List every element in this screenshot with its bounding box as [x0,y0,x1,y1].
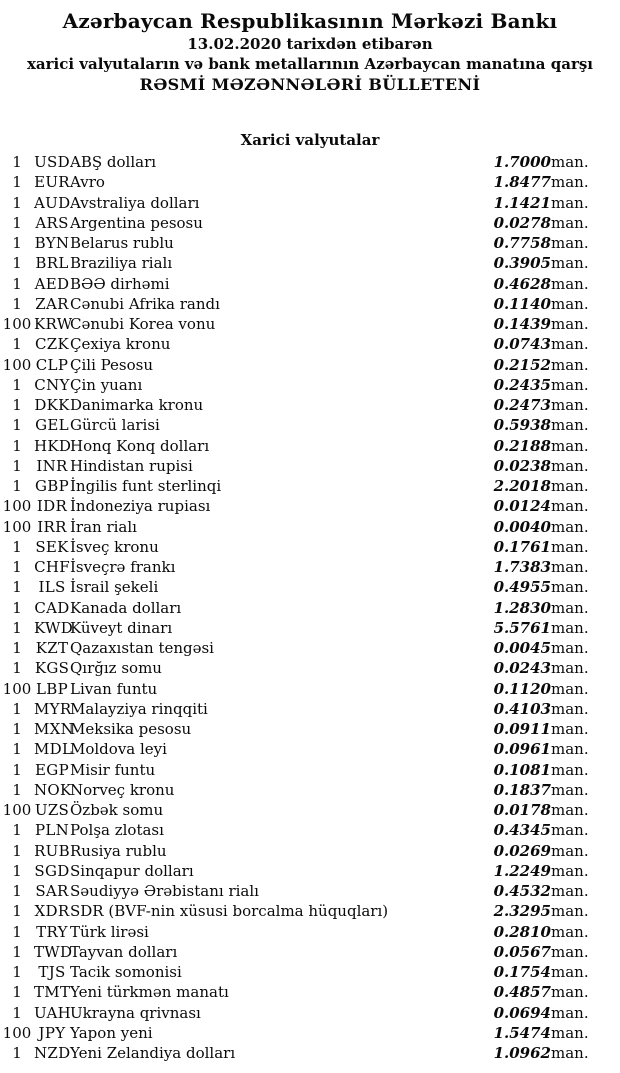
currency-code: ILS [38,578,66,597]
currency-code: EUR [34,173,70,192]
currency-unit: man. [551,335,589,354]
currency-name: Səudiyyə Ərəbistanı rialı [70,882,259,900]
currency-name: Avstraliya dolları [70,193,200,212]
currency-unit: man. [551,497,589,516]
currency-unit: man. [551,1023,589,1042]
currency-code: NOK [34,780,72,799]
table-row [0,901,620,921]
currency-rate: 0.0961 [493,740,551,759]
currency-quantity: 1 [12,760,22,779]
currency-quantity: 100 [2,679,32,698]
currency-quantity: 1 [12,477,22,495]
currency-name: Qazaxıstan tengəsi [70,639,214,657]
currency-unit: man. [551,193,589,212]
table-row [0,496,620,516]
currency-unit: man. [551,760,589,779]
currency-quantity: 1 [12,375,22,394]
currency-code: INR [36,456,68,475]
subject-line: xarici valyutaların və bank metallarının Azərbaycan manatına qarşı [26,55,594,73]
table-row [0,658,620,678]
currency-unit: man. [551,618,589,637]
table-row [0,841,620,861]
currency-code: HKD [34,436,72,455]
currency-name: Sinqapur dolları [70,861,194,880]
currency-unit: man. [551,274,589,293]
currency-code: XDR [34,902,70,921]
table-row [0,193,620,213]
currency-rate: 0.4628 [493,274,551,293]
currency-rate: 2.3295 [493,902,551,921]
currency-unit: man. [551,801,589,819]
currency-code: USD [34,153,70,171]
currency-name: Tacik somonisi [70,963,182,981]
table-row [0,760,620,780]
currency-quantity: 1 [12,740,22,759]
currency-code: SEK [35,537,69,556]
currency-rate: 0.0278 [493,213,551,232]
currency-unit: man. [551,477,589,495]
currency-quantity: 1 [12,618,22,637]
currency-rate: 0.2152 [493,355,551,374]
currency-code: PLN [34,821,70,840]
currency-unit: man. [551,780,589,799]
table-row [0,334,620,354]
currency-rate: 2.2018 [493,477,551,495]
currency-code: SGD [34,861,70,880]
currency-code: GEL [35,416,69,435]
currency-code: CZK [34,335,69,354]
currency-name: Norveç kronu [70,780,175,799]
currency-quantity: 1 [12,598,22,617]
currency-code: KWD [34,618,74,637]
currency-rate: 0.0694 [493,1003,551,1022]
currency-name: Yapon yeni [70,1023,153,1042]
currency-unit: man. [551,861,589,880]
currency-rate: 1.0962 [493,1044,551,1062]
table-row [0,739,620,759]
table-row [0,476,620,496]
currency-name: Cənubi Korea vonu [70,315,216,333]
currency-rate: 0.0911 [493,720,551,738]
currency-code: ARS [35,213,69,232]
currency-code: RUB [34,841,70,860]
effective-date-line: 13.02.2020 tarixdən etibarən [187,35,433,53]
table-row [0,1043,620,1063]
currency-quantity: 1 [12,234,22,252]
currency-code: KRW [34,315,73,333]
currency-unit: man. [551,882,589,900]
currency-unit: man. [551,456,589,475]
currency-quantity: 1 [12,1044,22,1062]
currency-quantity: 1 [12,436,22,455]
table-row [0,982,620,1002]
currency-code: AED [34,274,70,293]
table-row [0,274,620,294]
currency-rate: 1.7000 [493,153,551,171]
table-row [0,233,620,253]
currency-rate: 0.0238 [493,456,551,475]
currency-unit: man. [551,598,589,617]
currency-rate: 1.7383 [493,558,551,576]
currency-rate: 0.1761 [493,537,551,556]
currency-unit: man. [551,740,589,759]
currency-quantity: 100 [2,801,32,819]
currency-name: Hindistan rupisi [70,456,193,475]
currency-rate: 0.1120 [493,679,551,698]
currency-rate: 0.1754 [493,963,551,981]
currency-rate: 0.4103 [493,699,551,718]
table-row [0,375,620,395]
currency-unit: man. [551,963,589,981]
currency-name: Braziliya rialı [70,254,173,273]
currency-name: İsrail şekeli [70,578,159,597]
currency-name: Küveyt dinarı [70,618,173,637]
currency-name: Ukrayna qrivnası [70,1003,201,1022]
table-row [0,699,620,719]
currency-name: Misir funtu [70,760,156,779]
currency-code: CLP [35,355,69,374]
currency-code: BRL [35,254,69,273]
table-row [0,962,620,982]
currency-code: NZD [34,1044,71,1062]
currency-code: UZS [34,801,70,819]
currency-rate: 5.5761 [493,618,551,637]
currency-code: CAD [34,598,70,617]
currency-unit: man. [551,841,589,860]
currency-rate: 1.1421 [493,193,551,212]
currency-unit: man. [551,254,589,273]
currency-unit: man. [551,396,589,414]
currency-code: AUD [34,193,71,212]
currency-name: Rusiya rublu [70,841,167,860]
currency-unit: man. [551,578,589,597]
currency-quantity: 1 [12,861,22,880]
currency-quantity: 1 [12,780,22,799]
currency-rate: 1.2830 [493,598,551,617]
currency-unit: man. [551,922,589,941]
currency-unit: man. [551,315,589,333]
currency-code: GBP [35,477,69,495]
currency-name: Çin yuanı [70,375,143,394]
currency-rate: 0.0243 [493,659,551,678]
currency-quantity: 1 [12,902,22,921]
currency-quantity: 1 [12,213,22,232]
currency-name: ABŞ dolları [70,153,157,171]
currency-name: İndoneziya rupiası [70,497,211,516]
currency-quantity: 1 [12,416,22,435]
table-row [0,1023,620,1043]
currency-rate: 1.2249 [493,861,551,880]
currency-quantity: 1 [12,274,22,293]
currency-code: KZT [35,639,69,657]
document-header [0,0,620,95]
table-row [0,598,620,618]
table-row [0,172,620,192]
currency-rate: 0.0124 [493,497,551,516]
table-row [0,881,620,901]
currency-name: Cənubi Afrika randı [70,294,220,313]
currency-code: MXN [34,720,75,738]
currency-unit: man. [551,679,589,698]
table-row [0,436,620,456]
currency-name: Çexiya kronu [70,335,171,354]
currency-code: MYR [34,699,72,718]
currency-quantity: 1 [12,942,22,961]
currency-name: Avro [70,173,105,192]
currency-name: Yeni Zelandiya dolları [70,1044,236,1062]
table-row [0,638,620,658]
currency-quantity: 1 [12,294,22,313]
currency-code: IDR [36,497,68,516]
currency-rate: 0.2435 [493,375,551,394]
currency-code: CNY [34,375,70,394]
bulletin-title: RƏSMİ MƏZƏNNƏLƏRİ BÜLLETENİ [139,75,481,94]
currency-unit: man. [551,375,589,394]
currency-name: Qırğız somu [70,659,162,678]
table-row [0,537,620,557]
currency-name: Honq Konq dolları [70,436,210,455]
currency-quantity: 100 [2,517,32,536]
currency-quantity: 1 [12,193,22,212]
table-row [0,355,620,375]
currency-name: Malayziya rinqqiti [70,699,208,718]
currency-code: BYN [34,234,70,252]
currency-name: İsveçrə frankı [70,558,176,576]
currency-code: LBP [36,679,68,698]
currency-quantity: 1 [12,639,22,657]
currency-code: TMT [34,983,71,1002]
currency-name: Moldova leyi [70,740,167,759]
currency-quantity: 1 [12,537,22,556]
currency-quantity: 100 [2,315,32,333]
exchange-rates-table [0,152,620,1063]
currency-code: IRR [37,517,67,536]
currency-quantity: 1 [12,335,22,354]
currency-quantity: 1 [12,821,22,840]
currency-unit: man. [551,537,589,556]
currency-quantity: 1 [12,699,22,718]
currency-unit: man. [551,416,589,435]
currency-rate: 0.2810 [493,922,551,941]
currency-quantity: 1 [12,578,22,597]
currency-code: MDL [34,740,73,759]
currency-code: TJS [38,963,66,981]
currency-name: İran rialı [70,517,137,536]
currency-name: Livan funtu [70,679,158,698]
rates-table-body [0,152,620,1063]
currency-unit: man. [551,1044,589,1062]
table-row [0,314,620,334]
currency-quantity: 1 [12,922,22,941]
currency-quantity: 1 [12,841,22,860]
currency-name: Belarus rublu [70,234,174,252]
currency-unit: man. [551,699,589,718]
currency-name: BƏƏ dirhəmi [70,274,170,293]
currency-quantity: 1 [12,254,22,273]
currency-quantity: 1 [12,1003,22,1022]
currency-unit: man. [551,983,589,1002]
currency-rate: 0.0178 [493,801,551,819]
currency-quantity: 1 [12,558,22,576]
table-row [0,395,620,415]
currency-rate: 0.0743 [493,335,551,354]
currency-unit: man. [551,659,589,678]
currency-name: Türk lirəsi [70,922,149,941]
table-row [0,861,620,881]
currency-name: Polşa zlotası [70,821,164,840]
table-row [0,415,620,435]
currency-name: Meksika pesosu [70,720,192,738]
currency-quantity: 1 [12,153,22,171]
currency-name: SDR (BVF-nin xüsusi borcalma hüquqları) [70,902,389,921]
currency-unit: man. [551,821,589,840]
currency-unit: man. [551,558,589,576]
table-row [0,577,620,597]
currency-quantity: 1 [12,659,22,678]
currency-unit: man. [551,902,589,921]
currency-unit: man. [551,720,589,738]
currency-name: Kanada dolları [70,598,182,617]
table-row [0,618,620,638]
currency-rate: 0.0567 [493,942,551,961]
table-row [0,780,620,800]
currency-rate: 0.2188 [493,436,551,455]
currency-rate: 0.1140 [493,294,551,313]
currency-quantity: 1 [12,720,22,738]
currency-unit: man. [551,294,589,313]
currency-quantity: 1 [12,173,22,192]
currency-rate: 0.0269 [493,841,551,860]
currency-rate: 0.4955 [493,578,551,597]
table-row [0,253,620,273]
table-row [0,456,620,476]
currency-name: Özbək somu [70,801,164,819]
currency-quantity: 100 [2,497,32,516]
currency-code: UAH [34,1003,71,1022]
currency-rate: 0.4857 [493,983,551,1002]
currency-quantity: 1 [12,963,22,981]
currency-code: CHF [34,558,70,576]
currency-rate: 0.5938 [493,416,551,435]
currency-code: TRY [36,922,68,941]
table-row [0,557,620,577]
currency-quantity: 1 [12,396,22,414]
currency-code: JPY [38,1023,66,1042]
currency-unit: man. [551,234,589,252]
currency-quantity: 100 [2,355,32,374]
table-row [0,942,620,962]
table-row [0,922,620,942]
currency-rate: 0.4532 [493,882,551,900]
currency-quantity: 100 [2,1023,32,1042]
currency-name: Danimarka kronu [70,396,204,414]
currency-unit: man. [551,436,589,455]
currency-rate: 0.0040 [493,517,551,536]
currency-quantity: 1 [12,456,22,475]
currency-unit: man. [551,213,589,232]
currency-code: ZAR [35,294,69,313]
currency-rate: 0.7758 [493,234,551,252]
currency-unit: man. [551,355,589,374]
currency-rate: 0.1081 [493,760,551,779]
table-row [0,152,620,172]
currency-unit: man. [551,153,589,171]
currency-rate: 0.0045 [493,639,551,657]
currency-unit: man. [551,1003,589,1022]
currency-rate: 1.8477 [493,173,551,192]
table-row [0,820,620,840]
currency-unit: man. [551,173,589,192]
currency-code: KGS [34,659,70,678]
currency-code: DKK [34,396,70,414]
currency-rate: 0.2473 [493,396,551,414]
currency-name: İsveç kronu [70,537,159,556]
bank-title: Azərbaycan Respublikasının Mərkəzi Bankı [62,9,558,33]
currency-rate: 0.4345 [493,821,551,840]
currency-quantity: 1 [12,882,22,900]
currency-code: TWD [34,942,73,961]
currency-unit: man. [551,639,589,657]
currency-rate: 1.5474 [493,1023,551,1042]
table-row [0,1003,620,1023]
currency-unit: man. [551,942,589,961]
currency-unit: man. [551,517,589,536]
currency-name: Yeni türkmən manatı [70,983,229,1002]
table-row [0,294,620,314]
currency-quantity: 1 [12,983,22,1002]
currency-name: İngilis funt sterlinqi [70,477,222,495]
table-row [0,213,620,233]
currency-name: Argentina pesosu [70,213,203,232]
table-row [0,800,620,820]
currency-rate: 0.3905 [493,254,551,273]
currency-name: Çili Pesosu [70,355,154,374]
table-row [0,719,620,739]
currency-name: Gürcü larisi [70,416,160,435]
section-title-foreign-currencies: Xarici valyutalar [240,131,380,149]
currency-name: Tayvan dolları [70,942,178,961]
currency-rate: 0.1837 [493,780,551,799]
currency-code: SAR [35,882,69,900]
currency-code: EGP [35,760,69,779]
table-row [0,517,620,537]
currency-rate: 0.1439 [493,315,551,333]
table-row [0,679,620,699]
